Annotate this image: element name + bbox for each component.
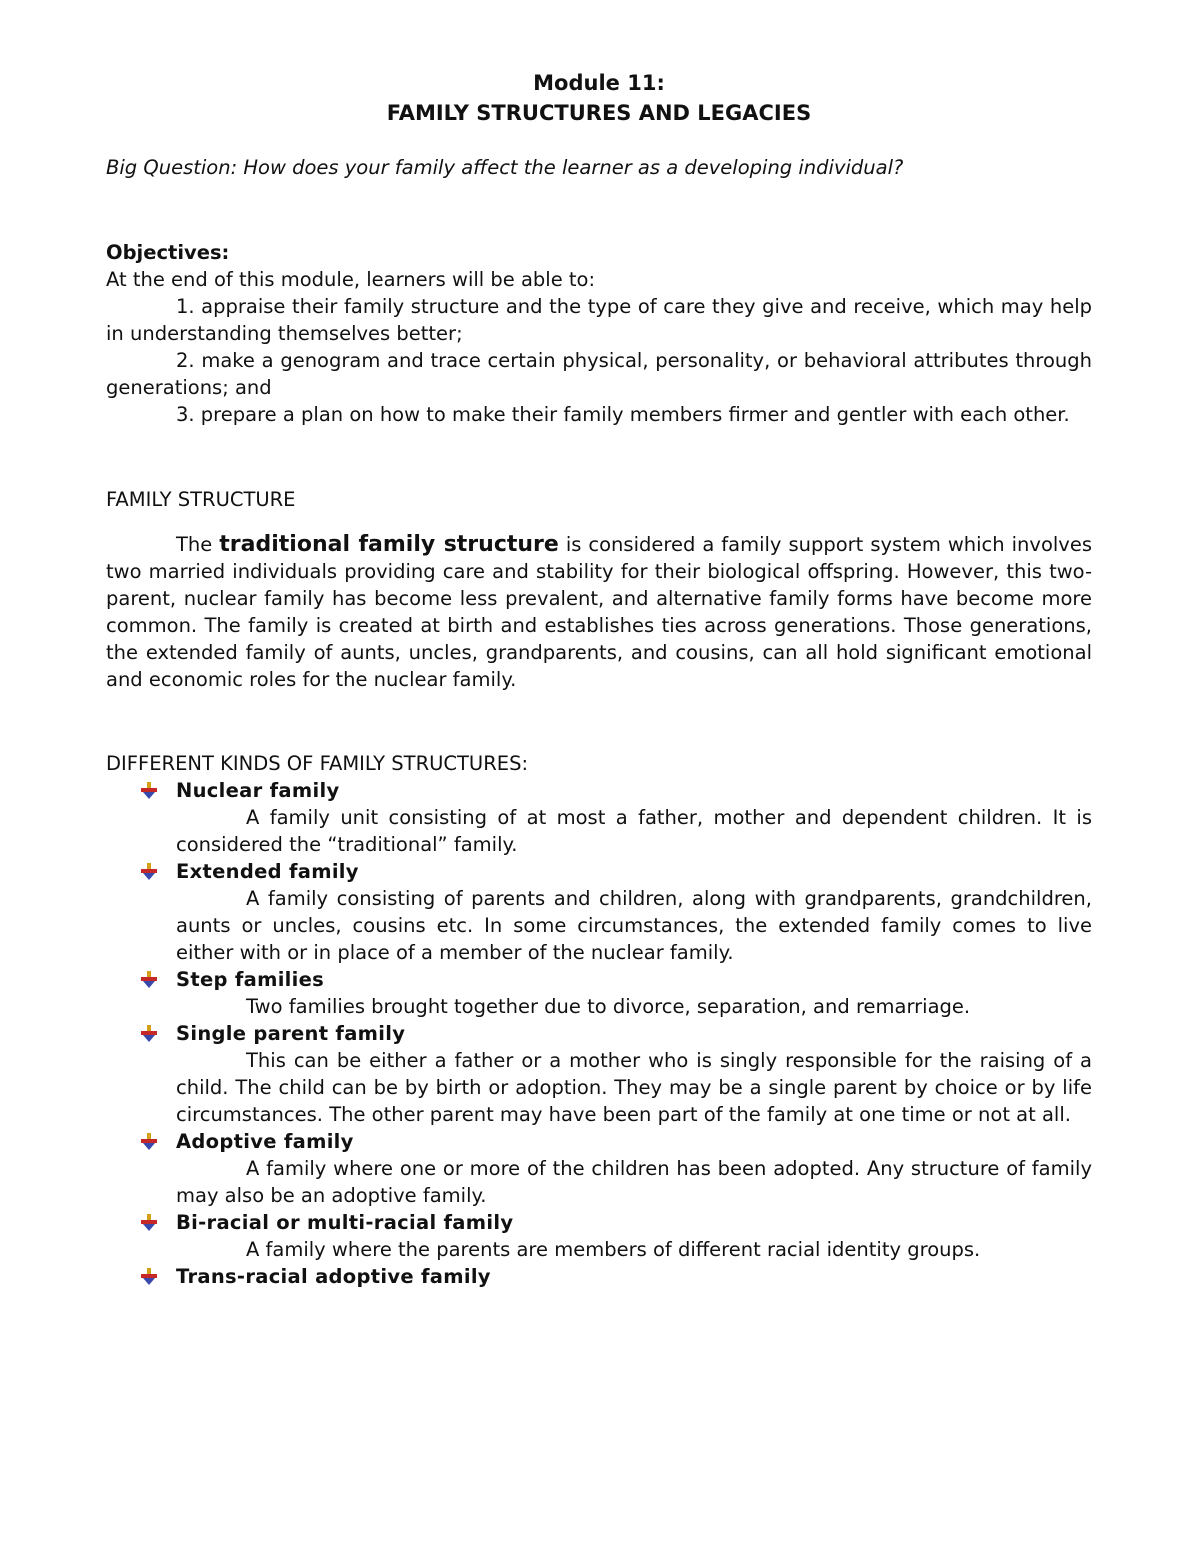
kind-name: Extended family [176,860,359,883]
arrow-down-bullet-icon [140,1214,158,1232]
paragraph-rest: is considered a family support system which involves two married individuals providing care and stability for their biological offspring. However, this two-parent, nuclear family has become less prevalent, and alternative family forms have become more common. The family is created at birth and establishes ties across generations. Those generations, the extended family of aunts, uncles, grandparents, and cousins, can all hold significant emotional and economic roles for the nuclear family. [106,533,1093,691]
objective-item: 3. prepare a plan on how to make their family members firmer and gentler with each other. [176,403,1070,426]
kind-description: Two families brought together due to divorce, separation, and remarriage. [246,995,971,1018]
list-item [176,1128,1092,1209]
kind-name: Nuclear family [176,779,340,802]
objectives-intro: At the end of this module, learners will be able to: [106,268,596,291]
paragraph-lead: The [176,533,220,556]
arrow-down-bullet-icon [140,1268,158,1286]
family-structure-heading: FAMILY STRUCTURE [106,488,296,511]
kinds-list [106,777,1092,1290]
document-page [106,68,1092,1290]
kinds-heading: DIFFERENT KINDS OF FAMILY STRUCTURES: [106,752,529,775]
list-item [176,858,1092,966]
arrow-down-bullet-icon [140,971,158,989]
kind-description: A family where the parents are members of different racial identity groups. [246,1238,981,1261]
list-item [176,777,1092,858]
arrow-down-bullet-icon [140,1025,158,1043]
objective-item: 1. appraise their family structure and the type of care they give and receive, which may help in understanding themselves better; [106,295,1092,345]
kind-description: A family consisting of parents and children, along with grandparents, grandchildren, aunts or uncles, cousins etc. In some circumstances, the extended family comes to live either with or in place of a member of the nuclear family. [176,887,1092,964]
big-question: Big Question: How does your family affect the learner as a developing individual? [106,156,904,179]
kind-name: Trans-racial adoptive family [176,1265,491,1288]
list-item [176,1020,1092,1128]
arrow-down-bullet-icon [140,863,158,881]
kind-name: Single parent family [176,1022,406,1045]
list-item [176,1209,1092,1263]
module-number: Module 11: [533,71,665,95]
kind-name: Step families [176,968,325,991]
arrow-down-bullet-icon [140,1133,158,1151]
family-structure-paragraph [106,531,1092,693]
traditional-family-structure-term: traditional family structure [219,532,559,557]
list-item [176,966,1092,1020]
objective-item: 2. make a genogram and trace certain physical, personality, or behavioral attributes through generations; and [106,349,1092,399]
kind-description: A family where one or more of the children has been adopted. Any structure of family may also be an adoptive family. [176,1157,1092,1207]
arrow-down-bullet-icon [140,782,158,800]
kind-name: Adoptive family [176,1130,354,1153]
list-item [176,1263,1092,1290]
kind-name: Bi-racial or multi-racial family [176,1211,514,1234]
kind-description: This can be either a father or a mother who is singly responsible for the raising of a child. The child can be by birth or adoption. They may be a single parent by choice or by life circumstances. The other parent may have been part of the family at one time or not at all. [176,1049,1092,1126]
module-title: FAMILY STRUCTURES AND LEGACIES [386,101,812,125]
kind-description: A family unit consisting of at most a father, mother and dependent children. It is considered the “traditional” family. [176,806,1092,856]
objectives-heading: Objectives: [106,241,230,264]
